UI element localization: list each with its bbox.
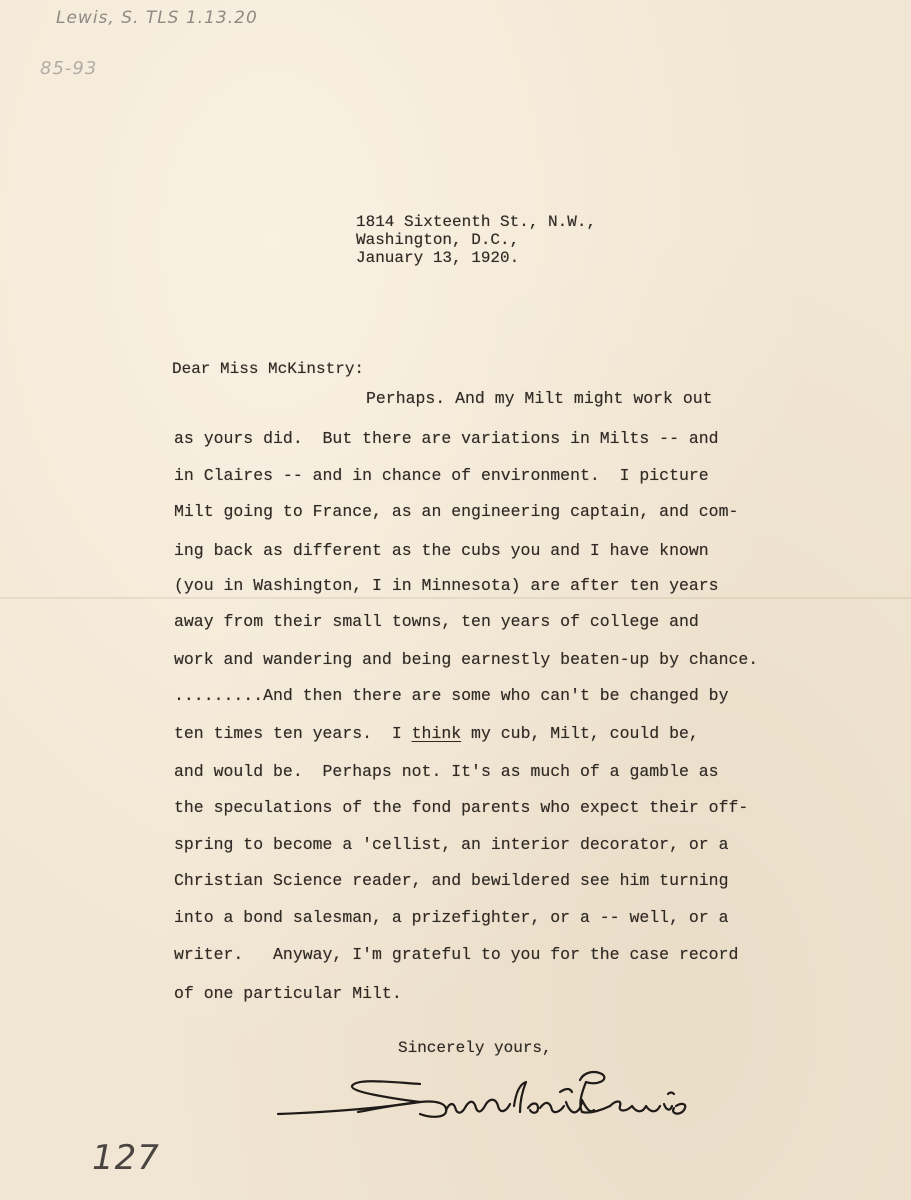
address-street: 1814 Sixteenth St., N.W., [356, 213, 597, 231]
body-line: away from their small towns, ten years of college and [174, 612, 699, 631]
body-line: the speculations of the fond parents who expect their off- [174, 798, 749, 817]
underlined-word: think [411, 724, 462, 743]
body-line: into a bond salesman, a prizefighter, or a -- well, or a [174, 908, 729, 927]
closing: Sincerely yours, [398, 1039, 552, 1057]
address-city: Washington, D.C., [356, 231, 520, 249]
body-line [174, 725, 699, 743]
body-line: .........And then there are some who can't be changed by [174, 686, 729, 705]
page-number: 127 [92, 1138, 160, 1178]
body-line-segment: my cub, Milt, could be, [461, 724, 699, 743]
salutation: Dear Miss McKinstry: [172, 360, 365, 378]
body-line: Perhaps. And my Milt might work out [366, 389, 713, 408]
body-line: work and wandering and being earnestly beaten-up by chance. [174, 650, 759, 669]
archive-pencil-note: Lewis, S. TLS 1.13.20 [56, 8, 258, 28]
body-line: as yours did. But there are variations in Milts -- and [174, 429, 719, 448]
paper-fold [0, 597, 911, 599]
body-line: ing back as different as the cubs you and I have known [174, 541, 709, 560]
body-line: writer. Anyway, I'm grateful to you for the case record [174, 945, 739, 964]
body-line: in Claires -- and in chance of environment. I picture [174, 466, 709, 485]
letter-date: January 13, 1920. [356, 249, 520, 267]
body-line: spring to become a 'cellist, an interior decorator, or a [174, 835, 729, 854]
signature [270, 1062, 710, 1124]
body-line-segment: ten times ten years. I [174, 724, 412, 743]
body-line: Milt going to France, as an engineering captain, and com- [174, 502, 739, 521]
body-line: (you in Washington, I in Minnesota) are after ten years [174, 576, 719, 595]
body-line: and would be. Perhaps not. It's as much of a gamble as [174, 762, 719, 781]
body-line: of one particular Milt. [174, 984, 402, 1003]
archive-code: 85-93 [40, 58, 98, 79]
body-line: Christian Science reader, and bewildered see him turning [174, 871, 729, 890]
